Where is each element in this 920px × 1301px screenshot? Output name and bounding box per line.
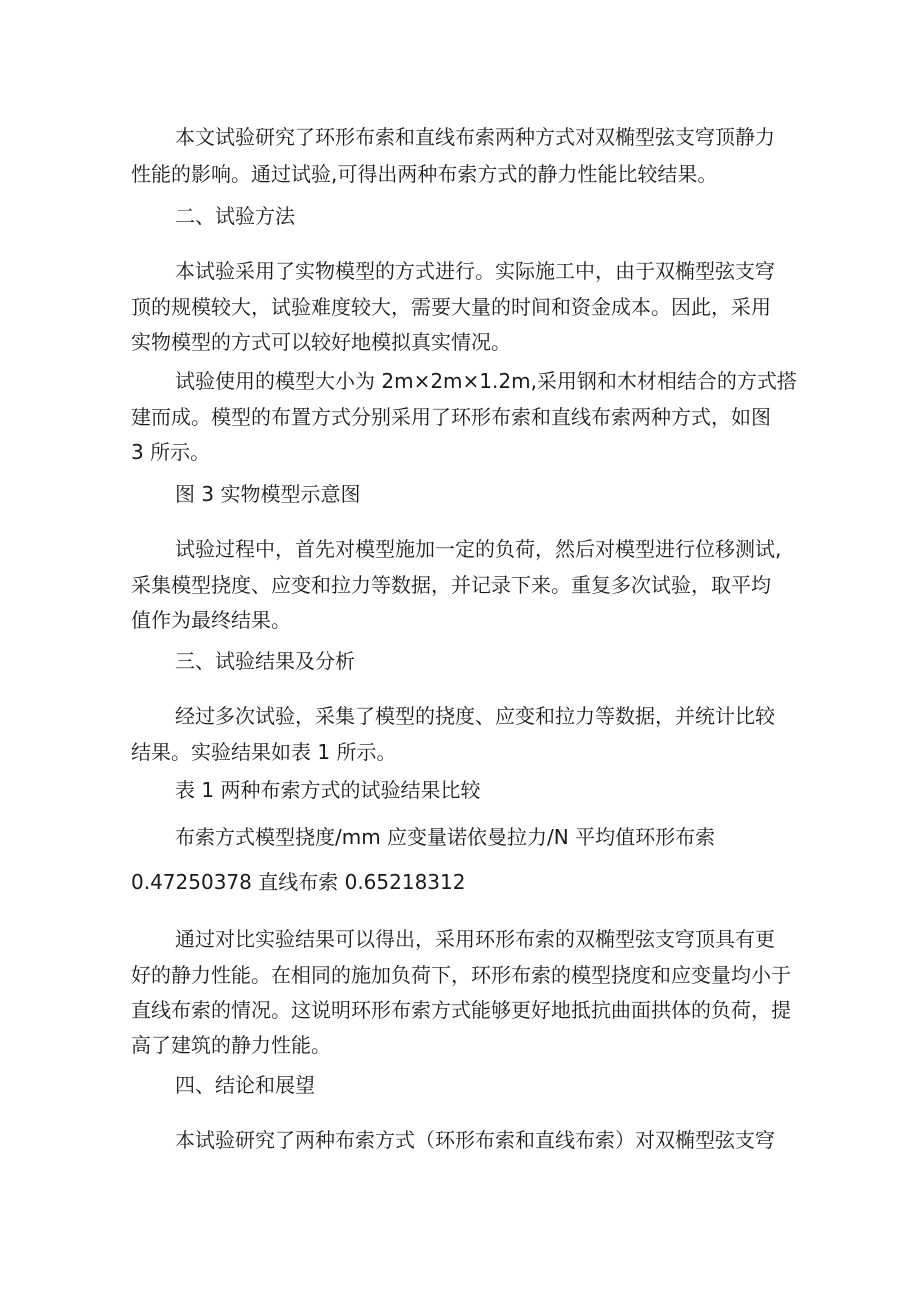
figure-caption: 图 3 实物模型示意图 bbox=[175, 482, 361, 506]
paragraph-line: 顶的规模较大，试验难度较大，需要大量的时间和资金成本。因此，采用 bbox=[131, 295, 771, 319]
section-heading: 四、结论和展望 bbox=[175, 1073, 315, 1097]
section-heading: 二、试验方法 bbox=[175, 204, 295, 228]
paragraph-line: 实物模型的方式可以较好地模拟真实情况。 bbox=[131, 330, 511, 354]
paragraph-line: 采集模型挠度、应变和拉力等数据，并记录下来。重复多次试验，取平均 bbox=[131, 573, 771, 597]
section-heading: 三、试验结果及分析 bbox=[175, 649, 355, 673]
paragraph-line: 试验使用的模型大小为 2m×2m×1.2m,采用钢和木材相结合的方式搭 bbox=[175, 369, 797, 393]
paragraph-line: 本文试验研究了环形布索和直线布索两种方式对双椭型弦支穹顶静力 bbox=[175, 125, 775, 149]
paragraph-line: 建而成。模型的布置方式分别采用了环形布索和直线布索两种方式，如图 bbox=[131, 405, 771, 429]
table-row: 0.47250378 直线布索 0.65218312 bbox=[131, 870, 466, 894]
paragraph-line: 经过多次试验，采集了模型的挠度、应变和拉力等数据，并统计比较 bbox=[175, 704, 775, 728]
table-row: 布索方式模型挠度/mm 应变量诺依曼拉力/N 平均值环形布索 bbox=[175, 825, 716, 849]
paragraph-line: 值作为最终结果。 bbox=[131, 608, 291, 632]
paragraph-line: 高了建筑的静力性能。 bbox=[131, 1033, 331, 1057]
paragraph-line: 本试验研究了两种布索方式（环形布索和直线布索）对双椭型弦支穹 bbox=[175, 1128, 775, 1152]
paragraph-line: 试验过程中，首先对模型施加一定的负荷，然后对模型进行位移测试, bbox=[175, 537, 782, 561]
paragraph-line: 性能的影响。通过试验,可得出两种布索方式的静力性能比较结果。 bbox=[131, 162, 718, 186]
paragraph-line: 3 所示。 bbox=[131, 440, 211, 464]
paragraph-line: 结果。实验结果如表 1 所示。 bbox=[131, 740, 397, 764]
paragraph-line: 好的静力性能。在相同的施加负荷下，环形布索的模型挠度和应变量均小于 bbox=[131, 963, 791, 987]
table-caption: 表 1 两种布索方式的试验结果比较 bbox=[175, 778, 481, 802]
paragraph-line: 本试验采用了实物模型的方式进行。实际施工中，由于双椭型弦支穹 bbox=[175, 259, 775, 283]
paragraph-line: 直线布索的情况。这说明环形布索方式能够更好地抵抗曲面拱体的负荷，提 bbox=[131, 998, 791, 1022]
paragraph-line: 通过对比实验结果可以得出，采用环形布索的双椭型弦支穹顶具有更 bbox=[175, 927, 775, 951]
